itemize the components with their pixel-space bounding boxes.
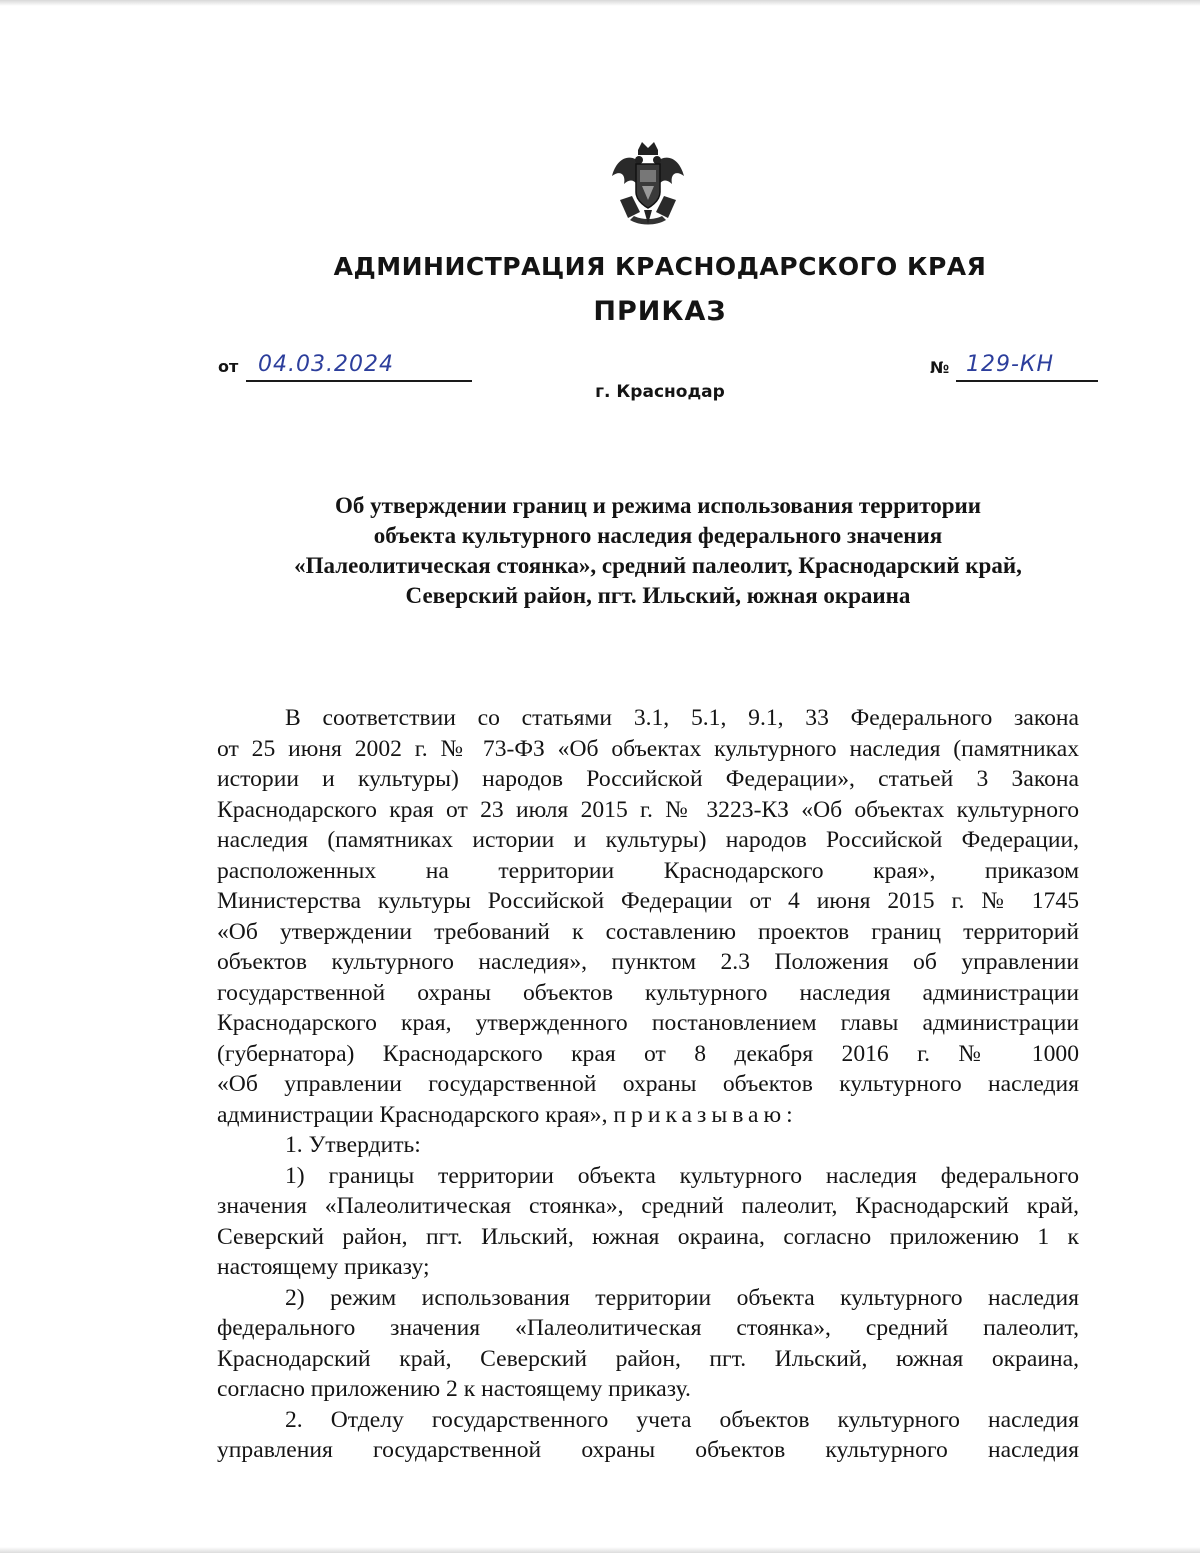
preamble-last-text: администрации Краснодарского края»,	[217, 1101, 608, 1128]
number-value: 129-КН	[966, 352, 1055, 377]
item-1: 1. Утвердить:	[285, 1132, 421, 1158]
subject-line: объекта культурного наследия федерального значения	[373, 523, 943, 548]
organization-title: АДМИНИСТРАЦИЯ КРАСНОДАРСКОГО КРАЯ	[333, 252, 987, 281]
body-line: государственной охраны объектов культурного наследия администрации	[217, 979, 1079, 1006]
scan-edge-bottom	[0, 1547, 1200, 1553]
item-1-2-line: согласно приложению 2 к настоящему приказу.	[217, 1376, 691, 1402]
item-2-line: 2. Отделу государственного учета объектов культурного наследия	[285, 1406, 1079, 1433]
body-line: (губернатора) Краснодарского края от 8 декабря 2016 г. № 1000	[217, 1040, 1079, 1067]
date-underline	[246, 380, 472, 382]
item-1-1-line: Северский район, пгт. Ильский, южная окраина, согласно приложению 1 к	[217, 1223, 1079, 1250]
subject-line: Северский район, пгт. Ильский, южная окраина	[405, 583, 911, 608]
item-1-2-line: 2) режим использования территории объекта культурного наследия	[285, 1284, 1079, 1311]
body-line: расположенных на территории Краснодарского края», приказом	[217, 857, 1079, 884]
item-2-line: управления государственной охраны объектов культурного наследия	[217, 1437, 1079, 1463]
body-line: «Об утверждении требований к составлению проектов границ территорий	[217, 918, 1079, 945]
body-line: В соответствии со статьями 3.1, 5.1, 9.1, 33 Федерального закона	[285, 705, 1079, 731]
body-line: от 25 июня 2002 г. № 73-ФЗ «Об объектах культурного наследия (памятниках	[217, 735, 1079, 762]
scan-edge-top	[0, 0, 1200, 6]
item-1-2-line: Краснодарский край, Северский район, пгт. Ильский, южная окраина,	[217, 1345, 1079, 1372]
date-label: от	[218, 357, 239, 376]
body-line: «Об управлении государственной охраны объектов культурного наследия	[217, 1071, 1079, 1097]
subject-line: Об утверждении границ и режима использования территории	[334, 493, 982, 518]
item-1-2-line: федерального значения «Палеолитическая стоянка», средний палеолит,	[217, 1315, 1079, 1341]
number-label: №	[930, 358, 950, 377]
body-line	[217, 1100, 1079, 1131]
coat-of-arms-icon	[610, 140, 686, 228]
body-line: наследия (памятниках истории и культуры) народов Российской Федерации,	[217, 827, 1079, 853]
subject-line: «Палеолитическая стоянка», средний палеолит, Краснодарский край,	[294, 553, 1022, 578]
item-1-1-line: 1) границы территории объекта культурного наследия федерального	[285, 1162, 1079, 1189]
body-line: Краснодарского края от 23 июля 2015 г. № 3223-КЗ «Об объектах культурного	[217, 796, 1079, 823]
body-line: истории и культуры) народов Российской Федерации», статьей 3 Закона	[217, 766, 1079, 792]
item-1-1-line: значения «Палеолитическая стоянка», средний палеолит, Краснодарский край,	[217, 1193, 1079, 1219]
number-underline	[956, 380, 1098, 382]
date-value: 04.03.2024	[258, 352, 394, 377]
body-line: объектов культурного наследия», пунктом 2.3 Положения об управлении	[217, 949, 1079, 975]
item-1-1-line: настоящему приказу;	[217, 1254, 430, 1280]
city: г. Краснодар	[595, 382, 725, 402]
document-subject	[220, 491, 1096, 611]
body-line: Министерства культуры Российской Федерации от 4 июня 2015 г. № 1745	[217, 888, 1079, 914]
body-line: Краснодарского края, утвержденного постановлением главы администрации	[217, 1010, 1079, 1036]
document-body	[217, 703, 1079, 1466]
order-word: приказываю:	[613, 1101, 798, 1128]
document-type: ПРИКАЗ	[593, 296, 727, 327]
